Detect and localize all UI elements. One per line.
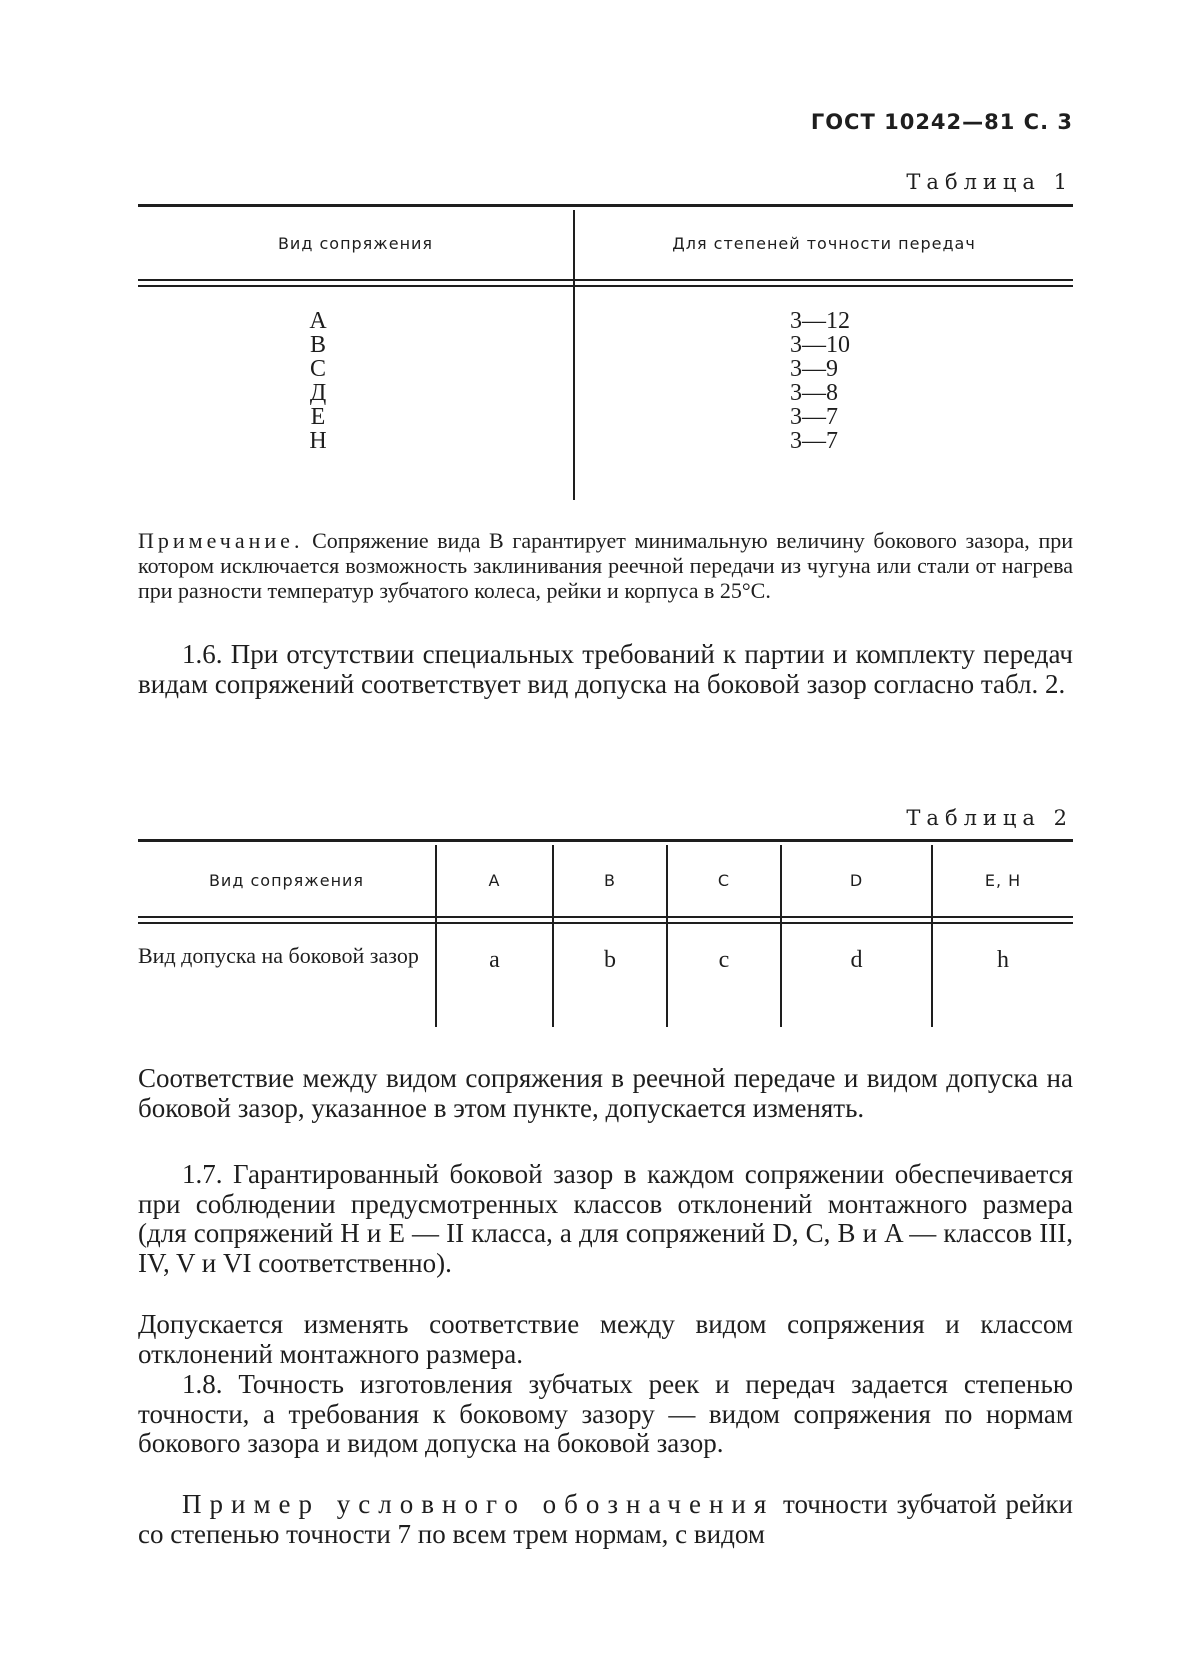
table2-header-eh: E, H: [984, 871, 1022, 890]
paragraph-1-8: 1.8. Точность изготовления зубчатых реек и передач задается степенью точности, а требования к боковому зазору — видом сопряжения по нормам бокового зазора и видом допуска на боковой зазор.: [138, 1369, 1073, 1458]
table1-cell-vid: С: [309, 356, 326, 382]
table1-cell-vid: Н: [309, 428, 327, 454]
table1-cell-range: 3—7: [790, 428, 838, 454]
table1-header-vid: Вид сопряжения: [277, 234, 434, 253]
paragraph-1-6: 1.6. При отсутствии специальных требований к партии и комплекту передач видам сопряжений соответствует вид допуска на боковой зазор согласно табл. 2.: [138, 639, 1073, 699]
table1-caption: Таблица 1: [906, 170, 1073, 194]
table1-note: [138, 528, 1073, 603]
table2-cell-d: d: [850, 947, 863, 973]
table-rule: [138, 204, 1073, 207]
table2-header-d: D: [849, 871, 864, 890]
table1-cell-range: 3—7: [790, 404, 838, 430]
table2-row-label: Вид допуска на боковой зазор: [138, 943, 419, 968]
table-column-divider: [573, 210, 575, 500]
table2-header-c: C: [717, 871, 731, 890]
table1-cell-range: 3—12: [790, 308, 850, 334]
table1-cell-range: 3—10: [790, 332, 850, 358]
table2-header-a: A: [488, 871, 501, 890]
paragraph-allowance: Допускается изменять соответствие между видом сопряжения и классом отклонений монтажного размера.: [138, 1309, 1073, 1369]
table1-cell-vid: В: [309, 332, 326, 358]
table-2: [138, 839, 1073, 1027]
table2-header-vid: Вид сопряжения: [208, 871, 365, 890]
example-text: точности зубчатой рейки со степенью точности 7 по всем трем нормам, с видом: [138, 1489, 1074, 1549]
table1-cell-vid: Д: [309, 380, 327, 406]
paragraph-example: [138, 1490, 1073, 1549]
table-1: [138, 204, 1073, 500]
table2-cell-a: a: [489, 947, 500, 973]
table1-cell-vid: Е: [310, 404, 326, 430]
page-header: ГОСТ 10242—81 С. 3: [810, 110, 1073, 134]
table2-cell-b: b: [604, 947, 616, 973]
table2-cell-c: c: [718, 947, 730, 973]
table2-header-b: B: [604, 871, 616, 890]
table1-cell-range: 3—8: [790, 380, 838, 406]
table2-caption: Таблица 2: [906, 806, 1073, 830]
table1-col-range: [790, 309, 880, 453]
table-rule: [138, 839, 1073, 842]
table1-cell-range: 3—9: [790, 356, 838, 382]
table1-col-vid: [288, 309, 348, 453]
table-rule-double: [138, 279, 1073, 287]
paragraph-1-7: 1.7. Гарантированный боковой зазор в каждом сопряжении обеспечивается при соблюдении предусмотренных классов отклонений монтажного размера (для сопряжений H и E — II класса, а для сопряжений D, C, B и A — классов III, IV, V и VI соответственно).: [138, 1159, 1073, 1278]
example-lead: Пример условного обозначения: [182, 1489, 775, 1519]
paragraph-correspondence: Соответствие между видом сопряжения в реечной передаче и видом допуска на боковой зазор, указанное в этом пункте, допускается изменять.: [138, 1063, 1073, 1123]
note-text: Сопряжение вида В гарантирует минимальную величину бокового зазора, при котором исключается возможность заклинивания реечной передачи из чугуна или стали от нагрева при разности температур зубчатого колеса, рейки и корпуса в 25°С.: [138, 528, 1073, 603]
table1-cell-vid: А: [309, 308, 327, 334]
table2-cell-h: h: [997, 947, 1009, 973]
note-label: Примечание.: [138, 528, 304, 553]
table1-header-degree: Для степеней точности передач: [672, 234, 976, 253]
